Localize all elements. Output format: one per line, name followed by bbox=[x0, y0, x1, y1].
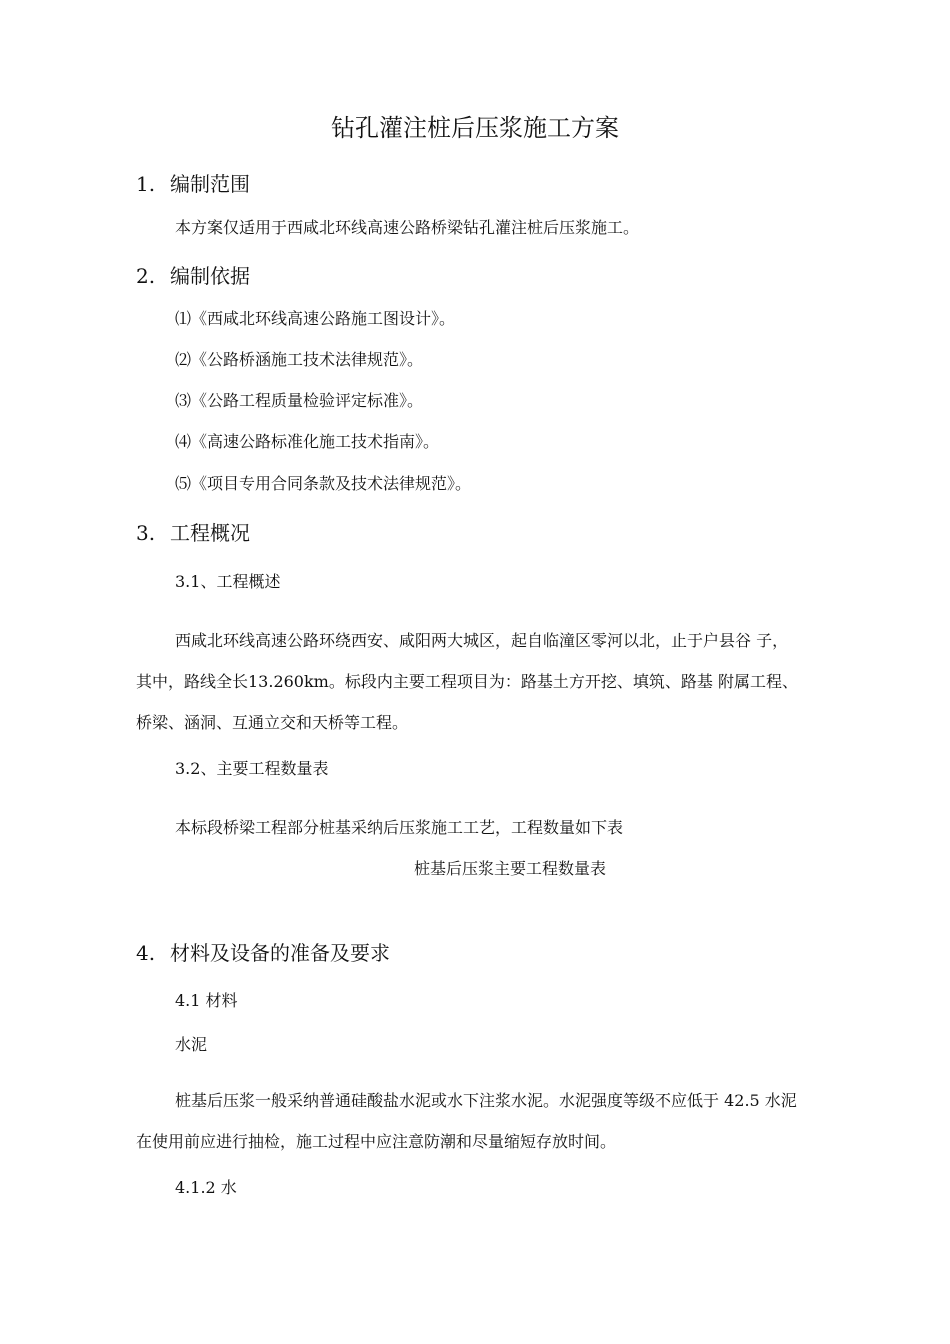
section-4-heading bbox=[136, 937, 390, 966]
section-title: 材料及设备的准备及要求 bbox=[170, 941, 390, 965]
section-3-heading bbox=[136, 517, 250, 546]
paragraph-line: 桩基后压浆一般采纳普通硅酸盐水泥或水下注浆水泥。水泥强度等级不应低于 42.5 水泥 bbox=[175, 1091, 797, 1110]
subsection-heading: 4.1 材料 bbox=[175, 991, 238, 1010]
section-number: 3. bbox=[136, 521, 156, 545]
subsection-heading: 4.1.2 水 bbox=[175, 1178, 237, 1197]
reference-item: ⑵《公路桥涵施工技术法律规范》。 bbox=[175, 350, 424, 369]
reference-item: ⑷《高速公路标准化施工技术指南》。 bbox=[175, 432, 440, 451]
item-heading: 水泥 bbox=[175, 1035, 208, 1054]
paragraph-line: 在使用前应进行抽检，施工过程中应注意防潮和尽量缩短存放时间。 bbox=[136, 1132, 617, 1151]
document-title: 钻孔灌注桩后压浆施工方案 bbox=[331, 114, 619, 142]
section-title: 工程概况 bbox=[170, 521, 250, 545]
paragraph-line: 其中，路线全长13.260km。标段内主要工程项目为：路基土方开挖、填筑、路基 附属工程、 bbox=[136, 672, 798, 691]
section-title: 编制依据 bbox=[170, 264, 250, 288]
reference-item: ⑴《西咸北环线高速公路施工图设计》。 bbox=[175, 309, 456, 328]
paragraph-line: 西咸北环线高速公路环绕西安、咸阳两大城区，起自临潼区零河以北，止于户县谷 子， bbox=[175, 631, 789, 650]
reference-item: ⑸《项目专用合同条款及技术法律规范》。 bbox=[175, 474, 472, 493]
section-number: 4. bbox=[136, 941, 156, 965]
subsection-heading: 3.2、主要工程数量表 bbox=[175, 759, 329, 778]
section-title: 编制范围 bbox=[170, 172, 250, 196]
section-1-heading bbox=[136, 168, 250, 197]
section-number: 1. bbox=[136, 172, 156, 196]
section-2-heading bbox=[136, 260, 250, 289]
table-caption: 桩基后压浆主要工程数量表 bbox=[413, 859, 606, 878]
section-number: 2. bbox=[136, 264, 156, 288]
paragraph-line: 本标段桥梁工程部分桩基采纳后压浆施工工艺，工程数量如下表 bbox=[175, 818, 624, 837]
subsection-heading: 3.1、工程概述 bbox=[175, 572, 281, 591]
paragraph-line: 桥梁、涵洞、互通立交和天桥等工程。 bbox=[136, 713, 409, 732]
section-1-text: 本方案仅适用于西咸北环线高速公路桥梁钻孔灌注桩后压浆施工。 bbox=[175, 218, 640, 237]
reference-item: ⑶《公路工程质量检验评定标准》。 bbox=[175, 391, 424, 410]
